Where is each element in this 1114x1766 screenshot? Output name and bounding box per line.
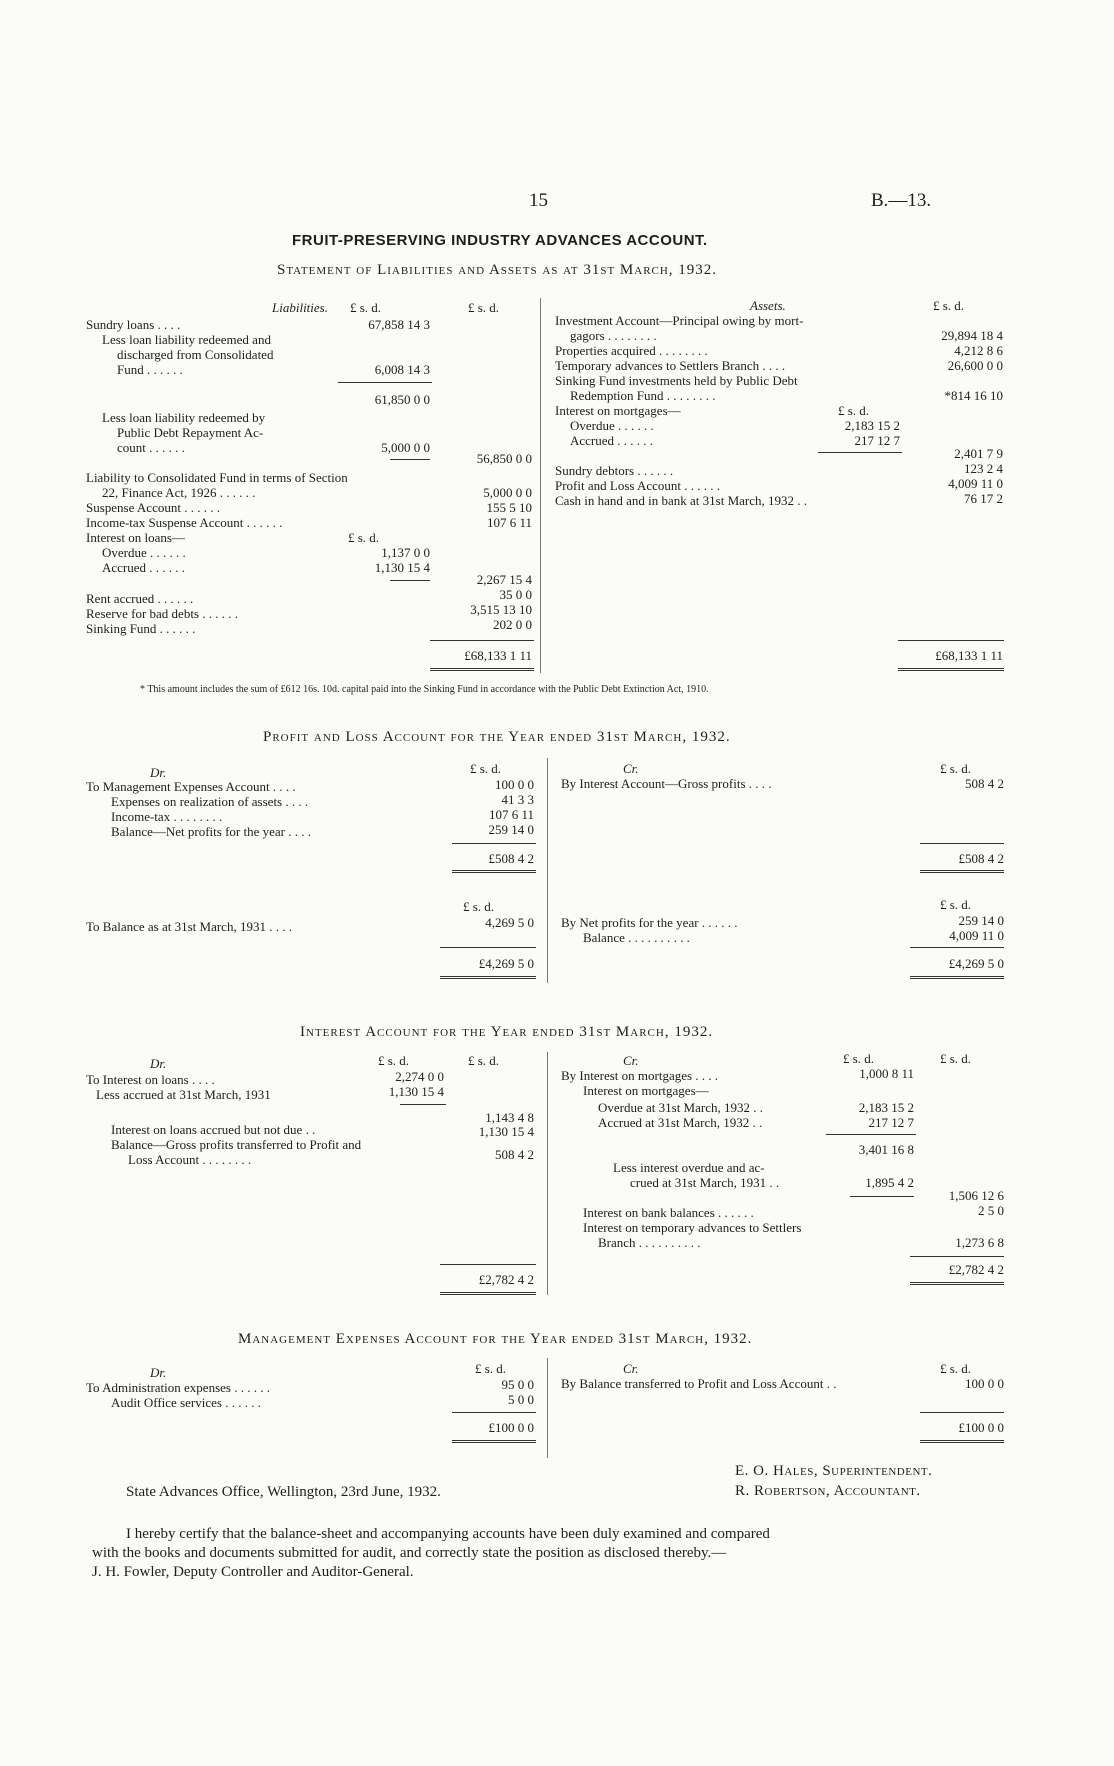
rule (452, 843, 536, 844)
mgmt-dr-value: 95 0 0 (501, 1377, 534, 1392)
sundry-debtors-value: 123 2 4 (964, 461, 1003, 476)
column-divider (547, 758, 548, 983)
int-dr-total: £2,782 4 2 (478, 1272, 534, 1287)
investment-account: gagors . . . . . . . . (570, 328, 657, 343)
investment-account: Investment Account—Principal owing by mort- (555, 313, 804, 328)
temporary-advances-value: 26,600 0 0 (947, 358, 1003, 373)
rule (390, 459, 430, 460)
mgmt-dr-value: 5 0 0 (508, 1392, 534, 1407)
subtotal-1: 61,850 0 0 (374, 392, 430, 407)
int-dr-subtotal: 1,143 4 8 (485, 1110, 534, 1125)
rule (440, 1292, 536, 1295)
pl-dr-total: £508 4 2 (488, 851, 534, 866)
int-dr-row: Loss Account . . . . . . . . (128, 1152, 252, 1167)
profit-and-loss: Profit and Loss Account . . . . . . (555, 478, 721, 493)
sinking-fund-investments-value: *814 16 10 (944, 388, 1003, 403)
dr-label: Dr. (150, 765, 167, 780)
column-divider (540, 298, 541, 673)
rule (818, 452, 902, 453)
int-cr-row: Accrued at 31st March, 1932 . . (598, 1115, 763, 1130)
rent-accrued: Rent accrued . . . . . . (86, 591, 194, 606)
cash-in-hand: Cash in hand and in bank at 31st March, 1932 . . (555, 493, 808, 508)
less-redeemed-1: Fund . . . . . . (117, 362, 183, 377)
lsd-header: £ s. d. (933, 298, 965, 313)
pl-cr-row: By Interest Account—Gross profits . . . . (561, 776, 772, 791)
overdue-value: 2,183 15 2 (844, 418, 900, 433)
int-cr-row: By Interest on mortgages . . . . (561, 1068, 719, 1083)
lsd-header: £ s. d. (468, 1053, 500, 1068)
less-redeemed-1-value: 6,008 14 3 (374, 362, 430, 377)
profit-and-loss-value: 4,009 11 0 (948, 476, 1003, 491)
sundry-loans: Sundry loans . . . . (86, 317, 181, 332)
rule (826, 1134, 916, 1135)
less-redeemed-2: count . . . . . . (117, 440, 185, 455)
page-title: FRUIT-PRESERVING INDUSTRY ADVANCES ACCOUNT. (292, 232, 708, 249)
rule (920, 1440, 1004, 1443)
rule (338, 382, 432, 383)
sundry-debtors: Sundry debtors . . . . . . (555, 463, 674, 478)
rule (910, 1256, 1004, 1257)
int-cr-value: 1,895 4 2 (865, 1175, 914, 1190)
rule (390, 580, 430, 581)
sundry-loans-value: 67,858 14 3 (368, 317, 430, 332)
rule (430, 668, 534, 671)
rule (452, 1440, 536, 1443)
int-cr-row: Interest on mortgages— (583, 1083, 709, 1098)
interest-total: 2,267 15 4 (476, 572, 532, 587)
interest-on-loans: Interest on loans— (86, 530, 185, 545)
cash-value: 76 17 2 (964, 491, 1003, 506)
dr-label: Dr. (150, 1056, 167, 1071)
lsd-header: £ s. d. (463, 899, 495, 914)
mgmt-dr-row: To Administration expenses . . . . . . (86, 1380, 270, 1395)
less-redeemed-1: Less loan liability redeemed and (102, 332, 271, 347)
certificate-line: with the books and documents submitted for audit, and correctly state the position as disclosed thereby.— (92, 1545, 727, 1561)
int-cr-row: Branch . . . . . . . . . . (598, 1235, 701, 1250)
int-dr-row: To Interest on loans . . . . (86, 1072, 215, 1087)
overdue-value: 1,137 0 0 (381, 545, 430, 560)
less-redeemed-2: Less loan liability redeemed by (102, 410, 266, 425)
lsd-header: £ s. d. (940, 1361, 972, 1376)
income-tax-suspense: Income-tax Suspense Account . . . . . . (86, 515, 283, 530)
int-cr-row: Less interest overdue and ac- (613, 1160, 765, 1175)
cr-label: Cr. (623, 1361, 639, 1376)
rule (452, 1412, 536, 1413)
balance-sheet-heading: Statement of Liabilities and Assets as at 31st March, 1932. (277, 262, 718, 278)
mgmt-dr-row: Audit Office services . . . . . . (111, 1395, 261, 1410)
int-dr-value: 2,274 0 0 (395, 1069, 444, 1084)
rule (400, 1104, 446, 1105)
dr-label: Dr. (150, 1365, 167, 1380)
rule (440, 947, 536, 948)
int-dr-row: Balance—Gross profits transferred to Profit and (111, 1137, 362, 1152)
pl-balance-cr: By Net profits for the year . . . . . . (561, 915, 738, 930)
int-cr-row: crued at 31st March, 1931 . . (630, 1175, 780, 1190)
signature-superintendent: E. O. Hales, Superintendent. (735, 1463, 933, 1479)
int-cr-value: 1,000 8 11 (859, 1066, 914, 1081)
consolidated-fund-value: 5,000 0 0 (483, 485, 532, 500)
int-cr-value: 217 12 7 (868, 1115, 914, 1130)
rule (910, 947, 1004, 948)
rule (430, 640, 534, 641)
sinking-fund: Sinking Fund . . . . . . (86, 621, 196, 636)
footnote: * This amount includes the sum of £612 16s. 10d. capital paid into the Sinking Fund in accordance with the Public Debt Extinction Act, 1910. (140, 684, 709, 695)
int-cr-row: Interest on bank balances . . . . . . (583, 1205, 754, 1220)
lsd-header: £ s. d. (470, 761, 502, 776)
pl-balance-cr-value: 4,009 11 0 (949, 928, 1004, 943)
int-cr-value: 2,183 15 2 (858, 1100, 914, 1115)
int-dr-value: 508 4 2 (495, 1147, 534, 1162)
assets-head: Assets. (750, 298, 786, 313)
pl-dr-value: 259 14 0 (488, 822, 534, 837)
accrued: Accrued . . . . . . (570, 433, 654, 448)
pl-cr-value: 508 4 2 (965, 776, 1004, 791)
int-cr-subtotal: 3,401 16 8 (858, 1142, 914, 1157)
mgmt-cr-total: £100 0 0 (958, 1420, 1004, 1435)
cr-label: Cr. (623, 1053, 639, 1068)
mgmt-dr-total: £100 0 0 (488, 1420, 534, 1435)
interest-on-mortgages: Interest on mortgages— (555, 403, 681, 418)
int-cr-row: Overdue at 31st March, 1932 . . (598, 1100, 763, 1115)
mgmt-heading: Management Expenses Account for the Year ended 31st March, 1932. (238, 1331, 753, 1347)
pl-balance-cr-value: 259 14 0 (958, 913, 1004, 928)
interest-lsd: £ s. d. (838, 403, 870, 418)
mgmt-cr-row: By Balance transferred to Profit and Loss Account . . (561, 1376, 837, 1391)
suspense-account: Suspense Account . . . . . . (86, 500, 220, 515)
rule (910, 1282, 1004, 1285)
temporary-advances: Temporary advances to Settlers Branch . . . . (555, 358, 786, 373)
pl-dr-value: 107 6 11 (488, 807, 534, 822)
less-redeemed-1: discharged from Consolidated (117, 347, 274, 362)
sinking-fund-value: 202 0 0 (493, 617, 532, 632)
less-redeemed-2-value: 5,000 0 0 (381, 440, 430, 455)
overdue: Overdue . . . . . . (570, 418, 654, 433)
pl-heading: Profit and Loss Account for the Year ended 31st March, 1932. (263, 729, 731, 745)
lsd-header: £ s. d. (940, 897, 972, 912)
investment-value: 29,894 18 4 (941, 328, 1003, 343)
pl-cr-total: £508 4 2 (958, 851, 1004, 866)
accrued-value: 1,130 15 4 (374, 560, 430, 575)
lsd-header: £ s. d. (940, 1051, 972, 1066)
lsd-header: £ s. d. (350, 300, 382, 315)
pl-dr-row: Income-tax . . . . . . . . (111, 809, 223, 824)
pl-balance-dr: To Balance as at 31st March, 1931 . . . . (86, 919, 292, 934)
lsd-header: £ s. d. (475, 1361, 507, 1376)
lsd-header: £ s. d. (843, 1051, 875, 1066)
rule (920, 843, 1004, 844)
int-cr-value: 2 5 0 (978, 1203, 1004, 1218)
accrued: Accrued . . . . . . (102, 560, 186, 575)
less-redeemed-2: Public Debt Repayment Ac- (117, 425, 264, 440)
office-date: State Advances Office, Wellington, 23rd June, 1932. (126, 1484, 441, 1500)
column-divider (547, 1358, 548, 1458)
pl-dr-row: Expenses on realization of assets . . . . (111, 794, 309, 809)
interest-total: 2,401 7 9 (954, 446, 1003, 461)
rule (920, 1412, 1004, 1413)
rule (440, 976, 536, 979)
int-cr-total: £2,782 4 2 (948, 1262, 1004, 1277)
income-tax-suspense-value: 107 6 11 (486, 515, 532, 530)
pl-dr-value: 41 3 3 (501, 792, 534, 807)
rule (898, 640, 1004, 641)
pl-balance-cr-total: £4,269 5 0 (948, 956, 1004, 971)
doc-reference: B.—13. (871, 190, 932, 211)
net-loans-total: 56,850 0 0 (476, 451, 532, 466)
lsd-header: £ s. d. (378, 1053, 410, 1068)
rule (440, 1264, 536, 1265)
int-dr-row: Less accrued at 31st March, 1931 (96, 1087, 271, 1102)
int-cr-net: 1,506 12 6 (948, 1188, 1004, 1203)
int-dr-value: 1,130 15 4 (388, 1084, 444, 1099)
assets-grand-total: £68,133 1 11 (935, 648, 1003, 663)
interest-lsd: £ s. d. (348, 530, 380, 545)
sinking-fund-investments: Redemption Fund . . . . . . . . (570, 388, 716, 403)
rule (452, 870, 536, 873)
page-number: 15 (529, 190, 548, 211)
int-cr-row: Interest on temporary advances to Settlers (583, 1220, 802, 1235)
int-dr-row: Interest on loans accrued but not due . . (111, 1122, 316, 1137)
mgmt-cr-value: 100 0 0 (965, 1376, 1004, 1391)
reserve-value: 3,515 13 10 (470, 602, 532, 617)
rent-accrued-value: 35 0 0 (499, 587, 532, 602)
liabilities-head: Liabilities. (272, 300, 328, 315)
rule (920, 870, 1004, 873)
pl-balance-cr: Balance . . . . . . . . . . (583, 930, 690, 945)
properties-acquired: Properties acquired . . . . . . . . (555, 343, 708, 358)
liabilities-grand-total: £68,133 1 11 (464, 648, 532, 663)
rule (910, 976, 1004, 979)
certificate-line: J. H. Fowler, Deputy Controller and Auditor-General. (92, 1564, 414, 1580)
column-divider (547, 1052, 548, 1295)
cr-label: Cr. (623, 761, 639, 776)
pl-dr-row: Balance—Net profits for the year . . . . (111, 824, 311, 839)
pl-dr-row: To Management Expenses Account . . . . (86, 779, 296, 794)
reserve-bad-debts: Reserve for bad debts . . . . . . (86, 606, 238, 621)
sinking-fund-investments: Sinking Fund investments held by Public Debt (555, 373, 798, 388)
int-dr-value: 1,130 15 4 (478, 1124, 534, 1139)
consolidated-fund: 22, Finance Act, 1926 . . . . . . (102, 485, 256, 500)
certificate-line: I hereby certify that the balance-sheet and accompanying accounts have been duly examined and compared (126, 1526, 770, 1542)
interest-heading: Interest Account for the Year ended 31st March, 1932. (300, 1024, 714, 1040)
lsd-header: £ s. d. (468, 300, 500, 315)
pl-balance-dr-total: £4,269 5 0 (478, 956, 534, 971)
suspense-value: 155 5 10 (486, 500, 532, 515)
int-cr-value: 1,273 6 8 (955, 1235, 1004, 1250)
accrued-value: 217 12 7 (854, 433, 900, 448)
rule (898, 668, 1004, 671)
signature-accountant: R. Robertson, Accountant. (735, 1483, 921, 1499)
lsd-header: £ s. d. (940, 761, 972, 776)
consolidated-fund: Liability to Consolidated Fund in terms of Section (86, 470, 348, 485)
pl-dr-value: 100 0 0 (495, 777, 534, 792)
pl-balance-dr-value: 4,269 5 0 (485, 915, 534, 930)
properties-value: 4,212 8 6 (954, 343, 1003, 358)
overdue: Overdue . . . . . . (102, 545, 186, 560)
